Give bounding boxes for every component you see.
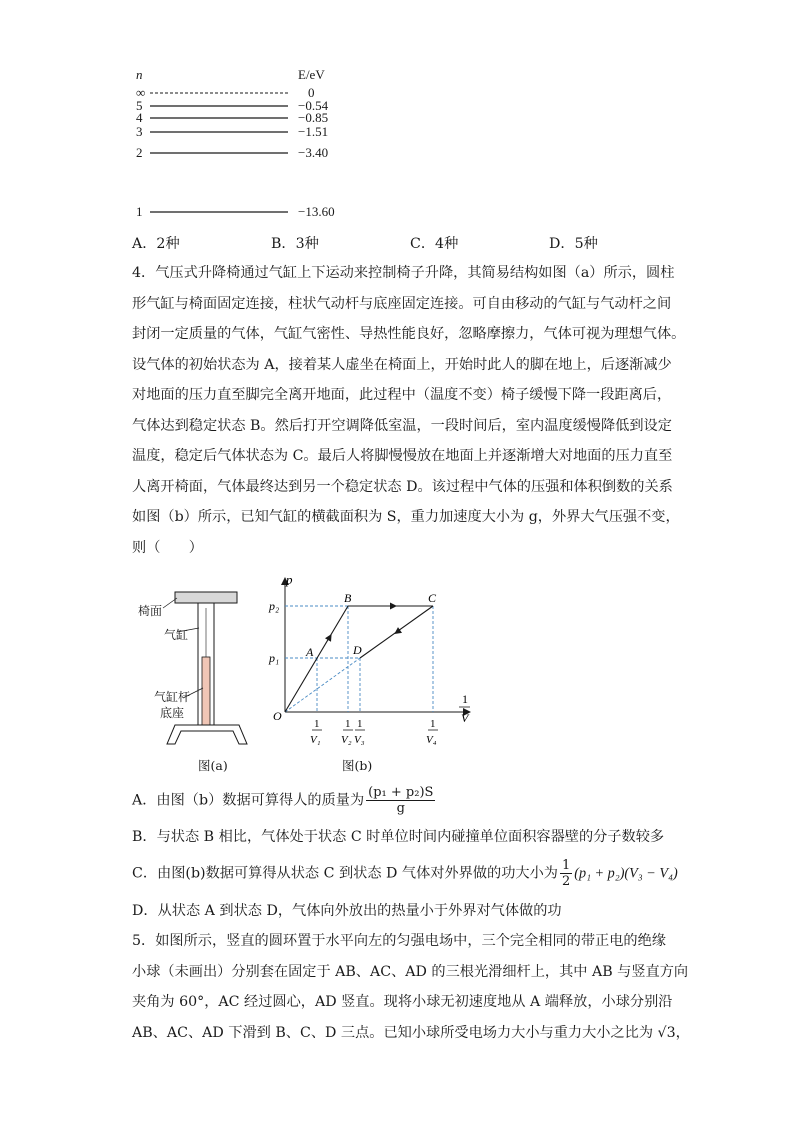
q4-line: 形气缸与椅面固定连接，柱状气动杆与底座固定连接。可自由移动的气缸与气动杆之间 [132, 295, 672, 312]
x-axis-label-den: V [461, 711, 469, 725]
level-e-4: −0.85 [298, 110, 329, 125]
level-n-3: 3 [136, 124, 143, 139]
q4-option-a [132, 785, 437, 816]
caption-fig-b: 图(b) [342, 758, 373, 773]
p1-label: p₁ [269, 651, 280, 665]
q4-line: 人离开椅面，气体最终达到另一个稳定状态 D。该过程中气体的压强和体积倒数的关系 [132, 478, 673, 495]
q4-line: 温度，稳定后气体状态为 C。最后人将脚慢慢放在地面上并逐渐增大对地面的压力直至 [132, 448, 673, 464]
axis-n-label: n [136, 67, 143, 82]
q3-option-c: C．4种 [410, 236, 459, 252]
tick-v3: V₃ [354, 734, 365, 746]
level-e-1: −13.60 [298, 204, 335, 219]
q4-stem [132, 258, 686, 563]
level-n-2: 2 [136, 145, 143, 160]
p-axis-label: p [286, 572, 293, 587]
q4-line: 则（ ） [132, 539, 203, 556]
label-base: 底座 [160, 706, 185, 720]
q5-stem [132, 926, 690, 1048]
label-seat: 椅面 [138, 604, 163, 618]
x-axis-label-num: 1 [462, 692, 468, 706]
fraction-num: (p₁ + p₂)S [368, 785, 434, 800]
label-rod: 气缸杆 [154, 690, 191, 704]
q4-line: 封闭一定质量的气体，气缸气密性、导热性能良好，忽略摩擦力，气体可视为理想气体。 [132, 326, 686, 342]
q4-option-a-text: A．由图（b）数据可算得人的质量为 [132, 792, 365, 809]
level-n-1: 1 [136, 204, 143, 219]
q5-line: AB、AC、AD 下滑到 B、C、D 三点。已知小球所受电场力大小与重力大小之比为 √3， [132, 1024, 690, 1041]
point-a-label: A [306, 645, 314, 659]
q4-line: 气体达到稳定状态 B。然后打开空调降低室温，一段时间后，室内温度缓慢降低到设定 [132, 417, 672, 434]
q4-line: 对地面的压力直至脚完全离开地面，此过程中（温度不变）椅子缓慢下降一段距离后， [132, 387, 672, 403]
fraction-half [560, 858, 572, 889]
label-cylinder: 气缸 [164, 628, 189, 642]
pv-graph [262, 572, 480, 754]
level-e-5: −0.54 [298, 98, 329, 113]
q4-option-b: B．与状态 B 相比，气体处于状态 C 时单位时间内碰撞单位面积容器壁的分子数较多 [132, 829, 665, 845]
level-n-inf: ∞ [136, 85, 146, 100]
level-e-2: −3.40 [298, 145, 329, 160]
caption-fig-a: 图(a) [198, 758, 228, 773]
fraction-den: 2 [561, 874, 571, 889]
tick-3-num: 1 [357, 718, 363, 730]
point-c-label: C [428, 591, 437, 605]
point-d-label: D [353, 643, 362, 657]
q5-line: 小球（未画出）分别套在固定于 AB、AC、AD 的三根光滑细杆上，其中 AB 与竖直方向 [132, 963, 689, 980]
fraction-num: 1 [561, 858, 571, 873]
origin-label: O [273, 709, 282, 723]
tick-1-num: 1 [314, 718, 320, 730]
fraction-den: g [396, 801, 405, 816]
q3-option-d: D．5种 [549, 236, 598, 252]
energy-level-lines [148, 84, 298, 224]
tick-v2: V₂ [341, 734, 352, 746]
level-n-4: 4 [136, 110, 143, 125]
tick-v4: V₄ [426, 734, 437, 746]
tick-fraction-bars [312, 712, 466, 730]
q3-option-b: B．3种 [271, 236, 319, 252]
q4-option-c [132, 858, 678, 889]
level-e-3: −1.51 [298, 124, 329, 139]
q4-option-c-expression: (p₁ + p₂)(V₃ − V₄) [574, 865, 678, 882]
q3-option-a: A．2种 [132, 236, 180, 252]
q4-line: 如图（b）所示，已知气缸的横截面积为 S，重力加速度大小为 g，外界大气压强不变， [132, 509, 680, 525]
fraction-mass [366, 785, 435, 816]
point-b-label: B [344, 591, 352, 605]
seat-shape [175, 592, 237, 603]
base-shape [167, 725, 247, 744]
level-e-inf: 0 [308, 85, 315, 100]
gas-column [202, 657, 210, 731]
tick-2-num: 1 [345, 718, 351, 730]
tick-4-num: 1 [430, 718, 436, 730]
q5-line: 5．如图所示，竖直的圆环置于水平向左的匀强电场中，三个完全相同的带正电的绝缘 [132, 933, 666, 949]
q4-option-c-text: C．由图(b)数据可算得从状态 C 到状态 D 气体对外界做的功大小为 [132, 865, 558, 882]
p2-label: p₂ [269, 599, 280, 613]
q5-line: 夹角为 60°，AC 经过圆心，AD 竖直。现将小球无初速度地从 A 端释放，小球分别沿 [132, 994, 673, 1010]
q4-line: 4．气压式升降椅通过气缸上下运动来控制椅子升降，其简易结构如图（a）所示，圆柱 [132, 265, 675, 281]
tick-v1: V₁ [310, 734, 321, 746]
q4-option-d: D．从状态 A 到状态 D，气体向外放出的热量小于外界对气体做的功 [132, 903, 562, 919]
q4-line: 设气体的初始状态为 A，接着某人虚坐在椅面上，开始时此人的脚在地上，后逐渐减少 [132, 356, 672, 373]
level-n-5: 5 [136, 98, 143, 113]
axis-e-label: E/eV [298, 67, 325, 82]
